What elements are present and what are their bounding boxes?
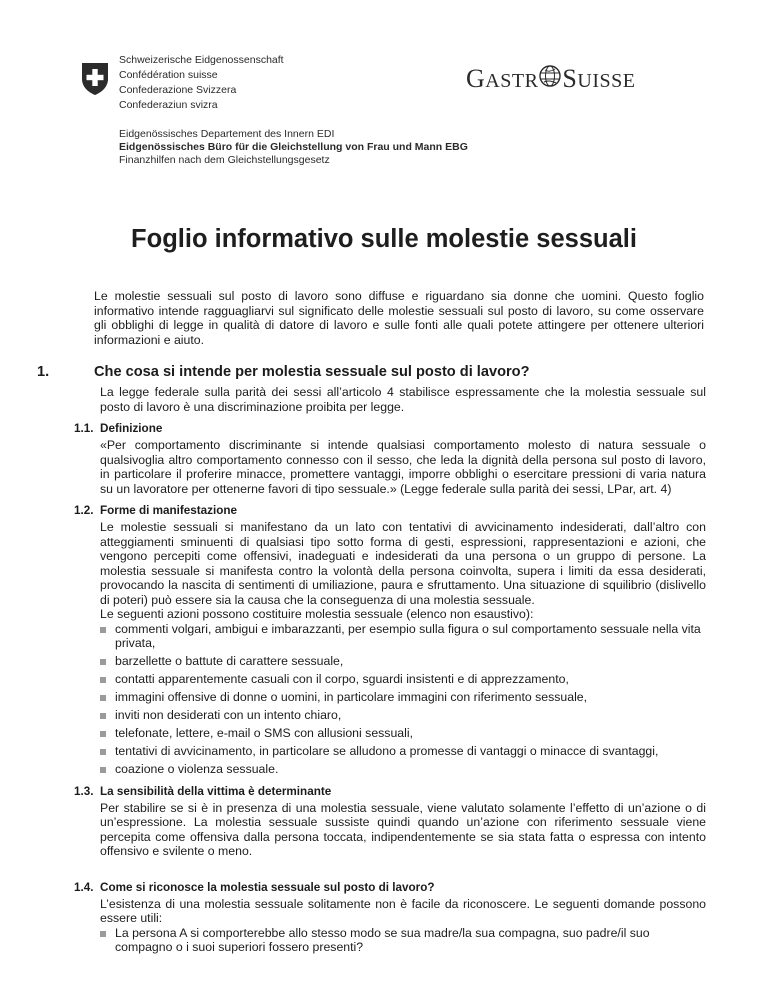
square-bullet-icon (100, 749, 106, 755)
list-item (100, 654, 706, 669)
list-item-text: commenti volgari, ambigui e imbarazzanti, per esempio sulla figura o sul comportamento sessuale nella vita privata, (115, 621, 701, 650)
subsection-1-3-text: Per stabilire se si è in presenza di una molestia sessuale, viene valutato solamente l’effetto di un’azione o di un’espressione. La molestia sessuale sussiste quindi quando un’azione con riferimento sessuale viene percepita come offensiva dalla persona toccata, indipendentemente se sia stata fatta o espressa con intento offensivo e svilente o meno. (100, 800, 706, 858)
list-item (100, 690, 706, 705)
program-name: Finanzhilfen nach dem Gleichstellungsgesetz (119, 154, 330, 166)
page-header (0, 0, 768, 170)
subsection-number: 1.2. (74, 504, 94, 517)
square-bullet-icon (100, 695, 106, 701)
subsection-title: Come si riconosce la molestia sessuale sul posto di lavoro? (100, 880, 435, 894)
square-bullet-icon (100, 713, 106, 719)
section-1-text: La legge federale sulla parità dei sessi all’articolo 4 stabilisce espressamente che la molestia sessuale sul posto di lavoro è una discriminazione proibita per legge. (100, 385, 706, 414)
swiss-cross-shield-icon (80, 61, 110, 96)
department-block (119, 128, 468, 167)
subsection-1-2-text: Le molestie sessuali si manifestano da un lato con tentativi di avvicinamento indesiderati, dall’altro con atteggiamenti sminuenti di qualsiasi tipo sotto forma di gesti, espressioni, rappresentazioni e azioni, che vengono percepiti come offensivi, inadeguati e indesiderati da una persona o un gruppo di persone. La molestia sessuale si manifesta contro la volontà della persona coinvolta, supera i limiti da essa desiderati, provocando la nascita di sentimenti di umiliazione, paura e sfruttamento. Una situazione di squilibrio (dislivello di poteri) può essere sia la causa che la conseguenza di una molestia sessuale. (100, 520, 706, 607)
office-name: Eidgenössisches Büro für die Gleichstellung von Frau und Mann EBG (119, 141, 468, 153)
confederation-fr: Confédération suisse (119, 69, 218, 81)
list-item (100, 762, 706, 777)
list-item-text: coazione o violenza sessuale. (115, 762, 279, 776)
square-bullet-icon (100, 677, 106, 683)
list-item-text: contatti apparentemente casuali con il corpo, sguardi insistenti e di apprezzamento, (115, 672, 569, 686)
harassment-forms-list (100, 622, 706, 777)
subsection-number: 1.4. (74, 880, 94, 894)
page-title: Foglio informativo sulle molestie sessuali (131, 225, 637, 253)
section-1-heading (37, 363, 768, 381)
square-bullet-icon (100, 931, 106, 937)
square-bullet-icon (100, 731, 106, 737)
subsection-1-1-text: «Per comportamento discriminante si intende qualsiasi comportamento molesto di natura sessuale o qualsivoglia altro comportamento connesso con il sesso, che leda la dignità della persona sul posto di lavoro, in particolare il proferire minacce, promettere vantaggi, imporre obblighi o esercitare pressioni di varia natura su un lavoratore per ottenerne favori di tipo sessuale.» (Legge federale sulla parità dei sessi, LPar, art. 4) (100, 438, 706, 496)
confederation-names (119, 53, 284, 113)
list-item (100, 708, 706, 723)
logo-text-left: ASTR (485, 70, 539, 92)
logo-initial-s: S (562, 64, 578, 93)
department-name: Eidgenössisches Departement des Innern EDI (119, 128, 335, 140)
subsection-number: 1.1. (74, 422, 94, 435)
list-item-text: tentativi di avvicinamento, in particolare se alludono a promesse di vantaggi o minacce di svantaggi, (115, 744, 659, 758)
list-item-text: inviti non desiderati con un intento chiaro, (115, 708, 342, 722)
confederation-rm: Confederaziun svizra (119, 99, 218, 111)
subsection-title: Definizione (100, 422, 163, 435)
list-item-text: barzellette o battute di carattere sessuale, (115, 654, 344, 668)
list-item (100, 926, 706, 955)
gastrosuisse-logo (466, 64, 636, 93)
subsection-1-1-heading (74, 422, 768, 436)
confederation-de: Schweizerische Eidgenossenschaft (119, 54, 284, 66)
list-item-text: immagini offensive di donne o uomini, in particolare immagini con riferimento sessuale, (115, 690, 588, 704)
list-item (100, 726, 706, 741)
section-number: 1. (37, 364, 50, 380)
document-body (0, 289, 768, 958)
subsection-number: 1.3. (74, 784, 94, 798)
square-bullet-icon (100, 659, 106, 665)
list-item (100, 672, 706, 687)
square-bullet-icon (100, 627, 106, 633)
logo-initial-g: G (466, 64, 486, 93)
subsection-1-4-heading (74, 881, 768, 895)
globe-icon (539, 65, 561, 87)
square-bullet-icon (100, 767, 106, 773)
section-title: Che cosa si intende per molestia sessuale sul posto di lavoro? (94, 364, 530, 380)
subsection-1-3-heading (74, 785, 768, 799)
subsection-1-4-text: L’esistenza di una molestia sessuale solitamente non è facile da riconoscere. Le seguenti domande possono essere utili: (100, 896, 706, 925)
confederation-it: Confederazione Svizzera (119, 84, 237, 96)
subsection-1-2-heading (74, 504, 768, 518)
list-item-text: La persona A si comporterebbe allo stesso modo se sua madre/la sua compagna, suo padre/il suo compagno o i suoi superiori fossero presenti? (115, 925, 650, 954)
intro-paragraph: Le molestie sessuali sul posto di lavoro sono diffuse e riguardano sia donne che uomini. Questo foglio informativo intende ragguagliarvi sul significato delle molestie sessuali sul posto di lavoro, su come osservare gli obblighi di legge in qualità di datore di lavoro e sulle fonti alle quali potete attingere per ottenere ulteriori informazioni e aiuto. (94, 289, 704, 347)
subsection-title: Forme di manifestazione (100, 504, 238, 517)
logo-text-right: UISSE (577, 70, 636, 92)
recognition-questions-list (100, 926, 706, 955)
list-item (100, 744, 706, 759)
list-item-text: telefonate, lettere, e-mail o SMS con allusioni sessuali, (115, 726, 414, 740)
list-intro: Le seguenti azioni possono costituire molestia sessuale (elenco non esaustivo): (100, 607, 534, 621)
list-item (100, 622, 706, 651)
subsection-title: La sensibilità della vittima è determinante (100, 784, 332, 798)
